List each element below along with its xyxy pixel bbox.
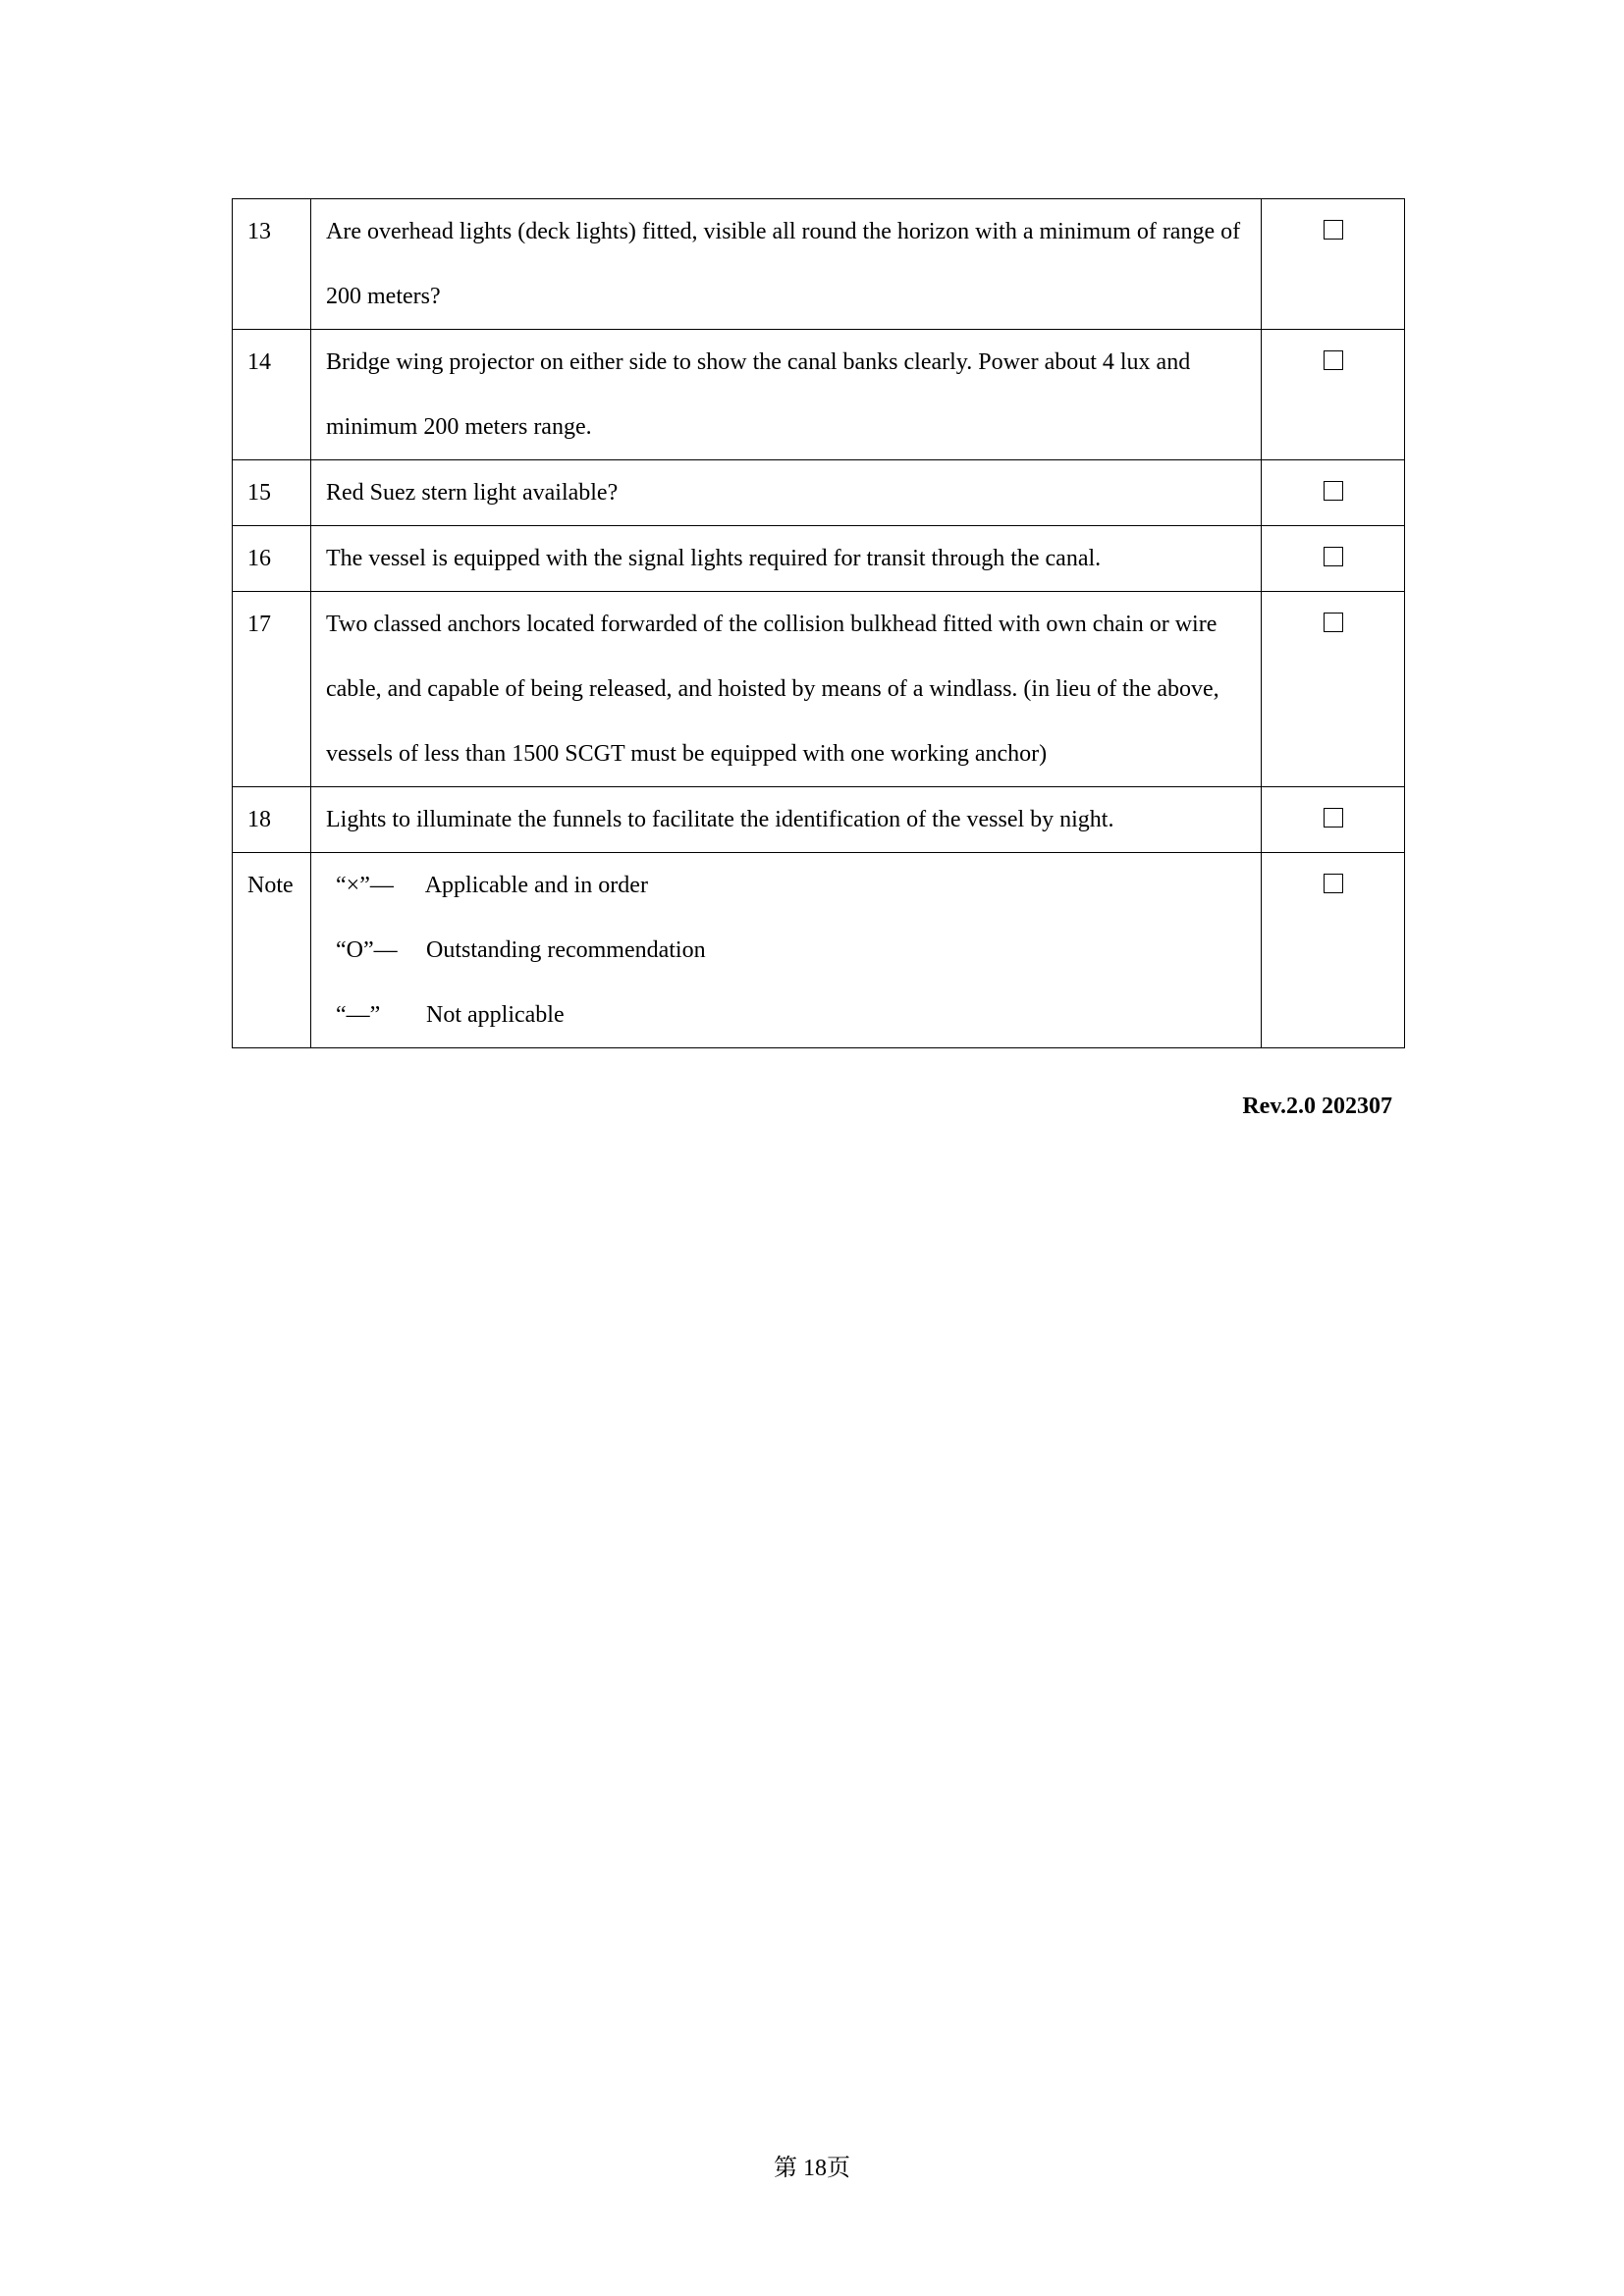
legend-meaning: Applicable and in order [424, 873, 648, 898]
item-checkbox[interactable] [1324, 220, 1343, 240]
item-checkbox[interactable] [1324, 613, 1343, 632]
page-number: 第 18页 [774, 2156, 850, 2181]
item-checkbox[interactable] [1324, 481, 1343, 501]
legend-symbol: “O”— [336, 937, 398, 963]
item-number: 13 [233, 199, 311, 330]
item-description: Red Suez stern light available? [311, 460, 1262, 526]
note-legend [311, 853, 1262, 1048]
item-number: 16 [233, 526, 311, 592]
table-row [233, 592, 1405, 787]
item-number: 15 [233, 460, 311, 526]
note-checkbox[interactable] [1324, 874, 1343, 893]
item-description: The vessel is equipped with the signal lights required for transit through the canal. [311, 526, 1262, 592]
item-checkbox[interactable] [1324, 547, 1343, 566]
legend-meaning: Outstanding recommendation [426, 937, 706, 963]
legend-meaning: Not applicable [426, 1002, 565, 1028]
legend-line [326, 983, 1251, 1047]
item-description: Are overhead lights (deck lights) fitted, visible all round the horizon with a minimum of range of 200 meters? [311, 199, 1262, 330]
inspection-checklist-table [232, 198, 1405, 1048]
revision-label: Rev.2.0 202307 [1242, 1094, 1392, 1119]
table-row [233, 787, 1405, 853]
item-number: 17 [233, 592, 311, 787]
item-checkbox[interactable] [1324, 808, 1343, 828]
legend-symbol: “—” [336, 1002, 381, 1028]
table-row [233, 330, 1405, 460]
table-row [233, 199, 1405, 330]
legend-line [326, 918, 1251, 983]
legend-symbol: “×”— [336, 873, 394, 898]
note-label: Note [233, 853, 311, 1048]
table-row [233, 526, 1405, 592]
item-description: Lights to illuminate the funnels to facilitate the identification of the vessel by night. [311, 787, 1262, 853]
item-checkbox[interactable] [1324, 350, 1343, 370]
item-description: Two classed anchors located forwarded of the collision bulkhead fitted with own chain or wire cable, and capable of being released, and hoisted by means of a windlass. (in lieu of the above, vessels of less than 1500 SCGT must be equipped with one working anchor) [311, 592, 1262, 787]
table-row [233, 460, 1405, 526]
item-number: 14 [233, 330, 311, 460]
note-row [233, 853, 1405, 1048]
legend-line [326, 853, 1251, 918]
item-description: Bridge wing projector on either side to show the canal banks clearly. Power about 4 lux and minimum 200 meters range. [311, 330, 1262, 460]
item-number: 18 [233, 787, 311, 853]
